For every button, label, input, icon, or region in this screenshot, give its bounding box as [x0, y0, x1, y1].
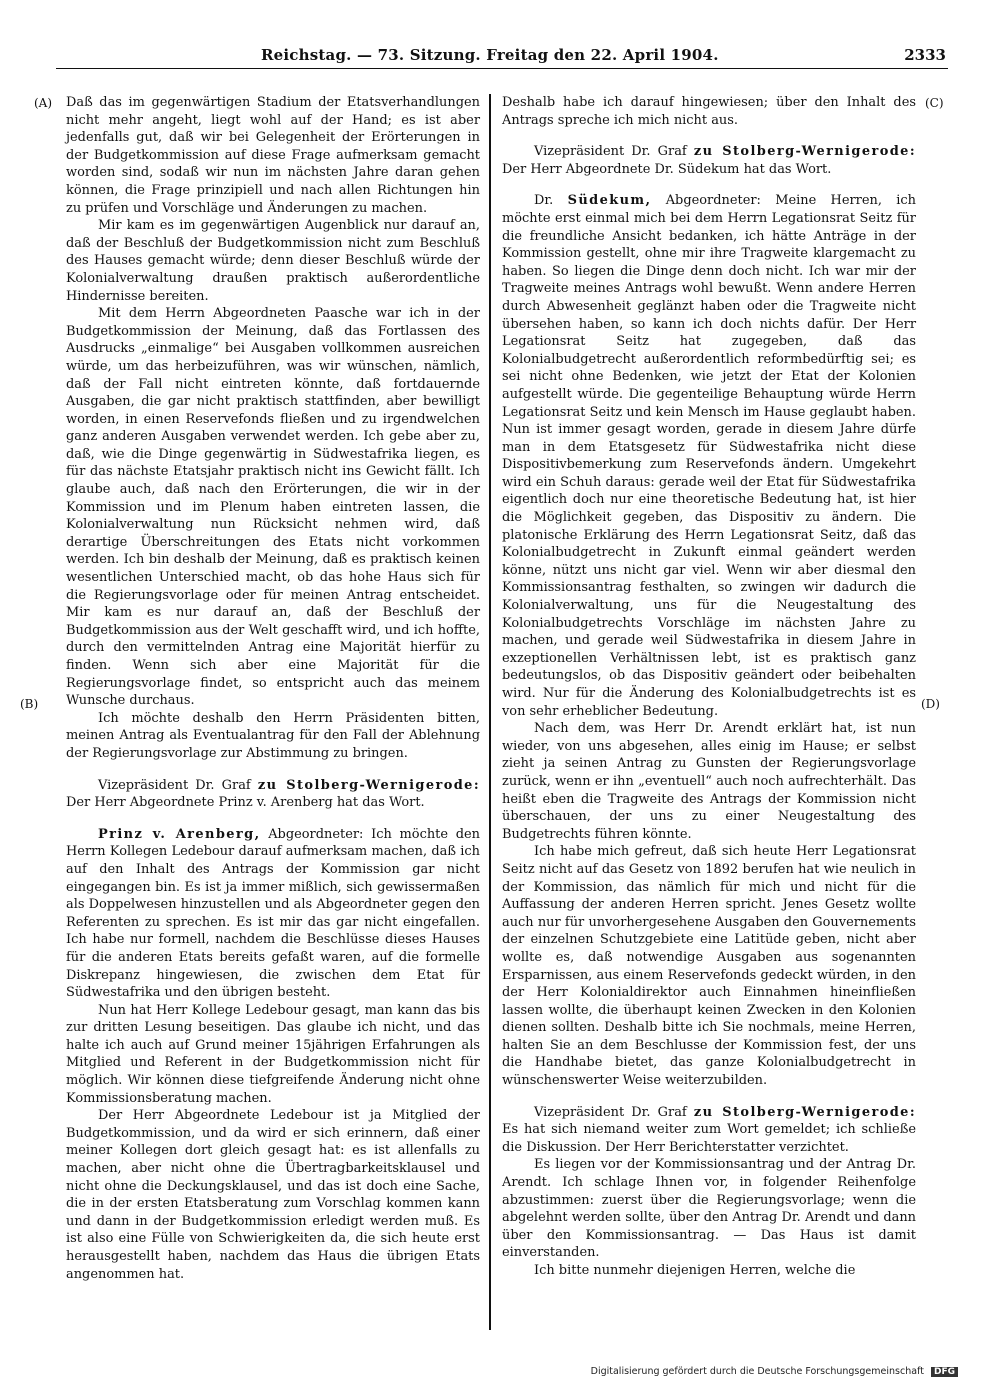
footer-credit [591, 1366, 958, 1377]
right-column [502, 94, 916, 1280]
paragraph [502, 143, 916, 178]
speaker-name: zu Stolberg-Wernigerode: [693, 144, 916, 160]
paragraph [66, 305, 480, 710]
paragraph-text: Nun hat Herr Kollege Ledebour gesagt, man kann das bis zur dritten Lesung beseitigen. Das glaube ich nicht, und das halte ich auch auf Grund meiner 15jährigen Erfahrungen als Mitglied und Referent in der Budgetkommission nicht für möglich. Wir können diese tiefgreifende Änderung nicht ohne Kommissionsberatung machen. [66, 1002, 480, 1106]
margin-marker-c: (C) [925, 96, 944, 110]
paragraph-text: Ich möchte deshalb den Herrn Präsidenten bitten, meinen Antrag als Eventualantrag für den Fall der Ablehnung der Regierungsvorlage zur Abstimmung zu bringen. [66, 710, 480, 761]
paragraph-text: Daß das im gegenwärtigen Stadium der Etatsverhandlungen nicht mehr angeht, liegt wohl auf der Hand; es ist aber jedenfalls gut, daß wir bei Gelegenheit der Erörterungen in der Budgetkommission auf diese Frage aufmerksam gemacht worden sind, sodaß wir nun im nächsten Jahre daran gehen können, die Frage prinzipiell und nach allen Richtungen hin zu prüfen und Vorschläge und Änderungen zu machen. [66, 95, 480, 216]
left-column [66, 94, 480, 1283]
footer-text: Digitalisierung gefördert durch die Deutsche Forschungsgemeinschaft [590, 1366, 924, 1377]
speaker-name: zu Stolberg-Wernigerode: [257, 777, 480, 793]
paragraph-text: Der Herr Abgeordnete Dr. Südekum hat das Wort. [502, 161, 832, 177]
paragraph-text: Deshalb habe ich darauf hingewiesen; über den Inhalt des Antrags spreche ich mich nicht aus. [502, 95, 916, 128]
paragraph [502, 1262, 916, 1280]
paragraph-text: Der Herr Abgeordnete Ledebour ist ja Mitglied der Budgetkommission, und da wird er sich erinnern, daß einer meiner Kollegen dort gleich gesagt hat: es ist allenfalls zu machen, aber nicht ohne die Übertragbarkeitsklausel und nicht ohne die Deckungsklausel, und das ist doch eine Sache, die in der ersten Etatsberatung zum Vorschlag kommen kann und dann in der Budgetkommission erledigt werden muß. Es ist also eine Fülle von Schwierigkeiten da, die sich heute erst herausgestellt haben, nachdem das Haus die übrigen Etats angenommen hat. [66, 1108, 480, 1282]
paragraph-text: Abgeordneter: Meine Herren, ich möchte erst einmal mich bei dem Herrn Legationsrat Seitz für die freundliche Ansicht bedanken, ich hätte Anträge in der Kommission gestellt, ohne mir ihre Tragweite klargemacht zu haben. So liegen die Dinge denn doch nicht. Ich war mir der Tragweite meines Antrags wohl bewußt. Wenn andere Herren durch Abwesenheit geglänzt haben oder die Tragweite nicht übersehen haben, so kann ich doch nichts dafür. Der Herr Legationsrat Seitz hat zugegeben, daß das Kolonialbudgetrecht außerordentlich reformbedürftig sei; es sei nicht ohne Bedenken, wie jetzt der Etat der Kolonien aufgestellt würde. Die gegenteilige Behauptung würde Herrn Legationsrat Seitz und kein Mensch im Hause geglaubt haben. Nun ist immer gesagt worden, gerade in diesem Jahre dürfe man in dem Etatsgesetz für Südwestafrika nicht diese Dispositivbemerkung zum Reservefonds ändern. Umgekehrt wird ein Schuh daraus: gerade weil der Etat für Südwestafrika eigentlich doch nur eine theoretische Bedeutung hat, ist hier die Möglichkeit gegeben, das Dispositiv zu ändern. Die platonische Erklärung des Herrn Legationsrat Seitz, daß das Kolonialbudgetrecht in Zukunft einmal geändert werden könne, nützt uns nicht gar viel. Wenn wir aber diesmal den Kommissionsantrag festhalten, so zwingen wir dadurch die Kolonialverwaltung, uns für die Neugestaltung des Kolonialbudgetrechts Vorschläge im nächsten Jahre zu machen, und gerade weil Südwestafrika in diesem Jahre in exzeptionellen Verhältnissen lebt, ist es praktisch ganz bedeutungslos, ob das Dispositiv geändert oder beibehalten wird. Nur für die Änderung des Kolonialbudgetrechts ist es von sehr erheblicher Bedeutung. [502, 193, 916, 719]
margin-marker-b: (B) [20, 697, 39, 711]
paragraph [66, 710, 480, 763]
margin-marker-d: (D) [921, 697, 940, 711]
speaker-prefix: Dr. [534, 193, 568, 209]
paragraph [502, 94, 916, 129]
paragraph-text: Abgeordneter: Ich möchte den Herrn Kollegen Ledebour darauf aufmerksam machen, daß ich auf den Inhalt des Antrags der Kommission gar nicht eingegangen bin. Es ist ja immer mißlich, sich gewissermaßen als Doppelwesen hinzustellen und als Abgeordneter gegen den Referenten zu sprechen. Es ist mir das gar nicht eingefallen. Ich habe nur formell, nachdem die Beschlüsse dieses Hauses für die anderen Etats bereits gefaßt waren, auf die formelle Diskrepanz hingewiesen, die zwischen dem Etat für Südwestafrika und den übrigen besteht. [66, 826, 480, 1001]
header-title: Reichstag. — 73. Sitzung. Freitag den 22. April 1904. [261, 46, 719, 64]
paragraph-text: Ich habe mich gefreut, daß sich heute Herr Legationsrat Seitz nicht auf das Gesetz von 1892 berufen hat wie neulich in der Kommission, das nämlich für mich und nicht für die Auffassung der anderen Herren spricht. Jenes Gesetz wollte auch nur für unvorhergesehene Ausgaben den Gouvernements der einzelnen Schutzgebiete eine Latitüde geben, nicht aber wollte es, daß notwendige Ausgaben aus sogenannten Ersparnissen, aus einem Reservefonds gedeckt würden, in den der Herr Kolonialdirektor auch Einnahmen hineinfließen lassen wollte, die überhaupt keinen Zwecken in den Kolonien dienen sollten. Deshalb bitte ich Sie nochmals, meine Herren, halten Sie an dem Beschlusse der Kommission fest, der uns die Handhabe bietet, das ganze Kolonialbudgetrecht in wünschenswerter Weise weiterzubilden. [502, 844, 916, 1089]
paragraph-text: Es hat sich niemand weiter zum Wort gemeldet; ich schließe die Diskussion. Der Herr Berichterstatter verzichtet. [502, 1122, 916, 1155]
speaker-name: zu Stolberg-Wernigerode: [693, 1104, 916, 1120]
paragraph-text: Der Herr Abgeordnete Prinz v. Arenberg hat das Wort. [66, 795, 425, 811]
paragraph [66, 777, 480, 812]
paragraph [66, 826, 480, 1002]
paragraph [502, 1156, 916, 1262]
speaker-prefix: Vizepräsident Dr. Graf [534, 144, 694, 160]
paragraph [502, 720, 916, 843]
column-divider [489, 94, 491, 1330]
paragraph [502, 192, 916, 720]
running-header [56, 44, 948, 69]
page-number: 2333 [904, 46, 946, 64]
paragraph [66, 94, 480, 217]
paragraph [66, 1002, 480, 1108]
paragraph-text: Mit dem Herrn Abgeordneten Paasche war ich in der Budgetkommission der Meinung, daß das Fortlassen des Ausdrucks „einmalige“ bei Ausgaben vollkommen ausreichen würde, um das herbeizuführen, was wir wünschen, nämlich, daß der Fall nicht eintreten könnte, daß fortdauernde Ausgaben, die gar nicht praktisch stattfinden, aber bewilligt worden, in einen Reservefonds fließen und zu irgendwelchen ganz anderen Ausgaben verwendet werden. Ich gebe aber zu, daß, wie die Dinge gegenwärtig in Südwestafrika liegen, es für das nächste Etatsjahr praktisch nicht ins Gewicht fällt. Ich glaube auch, daß nach den Erörterungen, die wir in der Kommission und im Plenum haben eintreten lassen, die Kolonialverwaltung nun Rücksicht nehmen wird, daß derartige Überschreitungen des Etats nicht vorkommen werden. Ich bin deshalb der Meinung, daß es praktisch keinen wesentlichen Unterschied macht, ob das hohe Haus sich für die Regierungsvorlage oder für meinen Antrag entscheidet. Mir kam es nur darauf an, daß der Beschluß der Budgetkommission aus der Welt geschafft wird, und ich hoffte, durch den vermittelnden Antrag eine Majorität hierfür zu finden. Wenn sich aber eine Majorität für die Regierungsvorlage findet, so entspricht auch das meinem Wunsche durchaus. [66, 306, 480, 709]
dfg-logo: DFG [931, 1367, 958, 1377]
paragraph [502, 843, 916, 1089]
paragraph [502, 1104, 916, 1157]
speaker-prefix: Vizepräsident Dr. Graf [534, 1104, 694, 1120]
paragraph-text: Nach dem, was Herr Dr. Arendt erklärt hat, ist nun wieder, von uns abgesehen, alles einig im Hause; er selbst zieht ja seinen Antrag zu Gunsten der Regierungsvorlage zurück, wenn er ihn „eventuell“ auch noch aufrechterhält. Das heißt eben die Tragweite des Antrags der Kommission nicht überschauen, der uns zu einer Neugestaltung des Budgetrechts führen könnte. [502, 721, 916, 842]
speaker-prefix: Vizepräsident Dr. Graf [98, 777, 258, 793]
speaker-name: Prinz v. Arenberg, [98, 826, 261, 842]
speaker-name: Südekum, [567, 193, 652, 209]
paragraph [66, 1107, 480, 1283]
paragraph-text: Ich bitte nunmehr diejenigen Herren, welche die [534, 1263, 856, 1278]
margin-marker-a: (A) [34, 96, 53, 110]
paragraph [66, 217, 480, 305]
paragraph-text: Es liegen vor der Kommissionsantrag und der Antrag Dr. Arendt. Ich schlage Ihnen vor, in folgender Reihenfolge abzustimmen: zuerst über die Regierungsvorlage; wenn die abgelehnt werden sollte, über den Antrag Dr. Arendt und dann über den Kommissionsantrag. — Das Haus ist damit einverstanden. [502, 1157, 916, 1261]
paragraph-text: Mir kam es im gegenwärtigen Augenblick nur darauf an, daß der Beschluß der Budgetkommission nicht zum Beschluß des Hauses gemacht würde; denn dieser Beschluß würde der Kolonialverwaltung draußen praktisch außerordentliche Hindernisse bereiten. [66, 218, 480, 304]
